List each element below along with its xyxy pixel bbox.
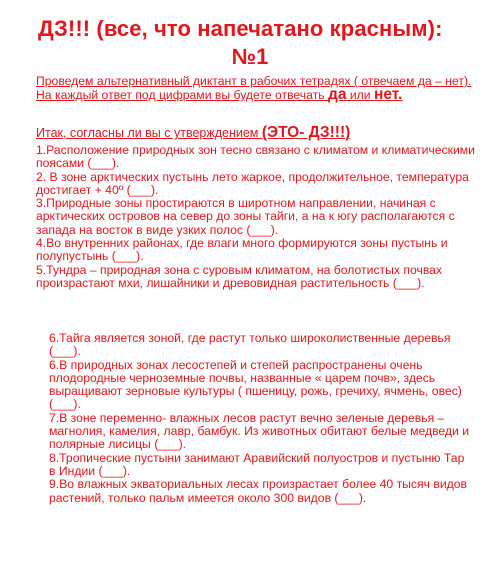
statement-item: 6.В природных зонах лесостепей и степей распространены очень плодородные черноземные почвы, названные « царем почв», здесь выращивают зерновые культуры ( пшеницу, рожь, гречиху, ячмень, овес) (___).	[49, 357, 462, 412]
statement-list-part1	[36, 144, 476, 290]
intro-or: или	[346, 88, 374, 102]
answer-yes: да	[327, 86, 347, 103]
task-number: №1	[231, 44, 269, 69]
statement-item: 6.Тайга является зоной, где растут только широколиственные деревья (___).	[49, 331, 451, 359]
statement-item: 7.В зоне переменно- влажных лесов растут вечно зеленые деревья – магнолия, камелия, лавр, бамбук. Из животных обитают белые медведи и полярные лисицы (___).	[49, 410, 470, 452]
intro-paragraph	[36, 74, 480, 102]
statement-item: 5.Тундра – природная зона с суровым климатом, на болотистых почвах произрастают мхи, лишайники и древовидная растительность (___).	[36, 262, 443, 290]
statement-item: 9.Во влажных экваториальных лесах произрастает более 40 тысяч видов растений, только пальм имеется около 300 видов (___).	[49, 477, 467, 505]
question-line	[36, 124, 350, 142]
homework-title: ДЗ!!! (все, что напечатано красным):	[38, 16, 443, 41]
question-text: Итак, согласны ли вы с утверждением	[36, 126, 262, 140]
statement-item: 3.Природные зоны простираются в широтном направлении, начиная с арктических островов на север до зоны тайги, а на к югу располагаются с запада на восток в виде узких полос (___).	[36, 196, 455, 237]
question-emphasis: (ЭТО- ДЗ!!!)	[261, 124, 351, 141]
statement-item: 8.Тропические пустыни занимают Аравийский полуостров и пустыню Тар в Индии (___).	[49, 450, 465, 478]
answer-no: нет.	[373, 86, 403, 103]
statement-item: 1.Расположение природных зон тесно связано с климатом и климатическими поясами (___).	[36, 143, 475, 171]
statement-list-part2	[49, 332, 474, 505]
intro-text: Проведем альтернативный диктант в рабочих тетрадях ( отвечаем да – нет). На каждый ответ под цифрами вы будете отвечать	[36, 74, 472, 102]
statement-item: 2. В зоне арктических пустынь лето жаркое, продолжительное, температура достигает + 40º (___).	[36, 169, 469, 197]
statement-item: 4.Во внутренних районах, где влаги много формируются зоны пустынь и полупустынь (___).	[36, 236, 448, 264]
